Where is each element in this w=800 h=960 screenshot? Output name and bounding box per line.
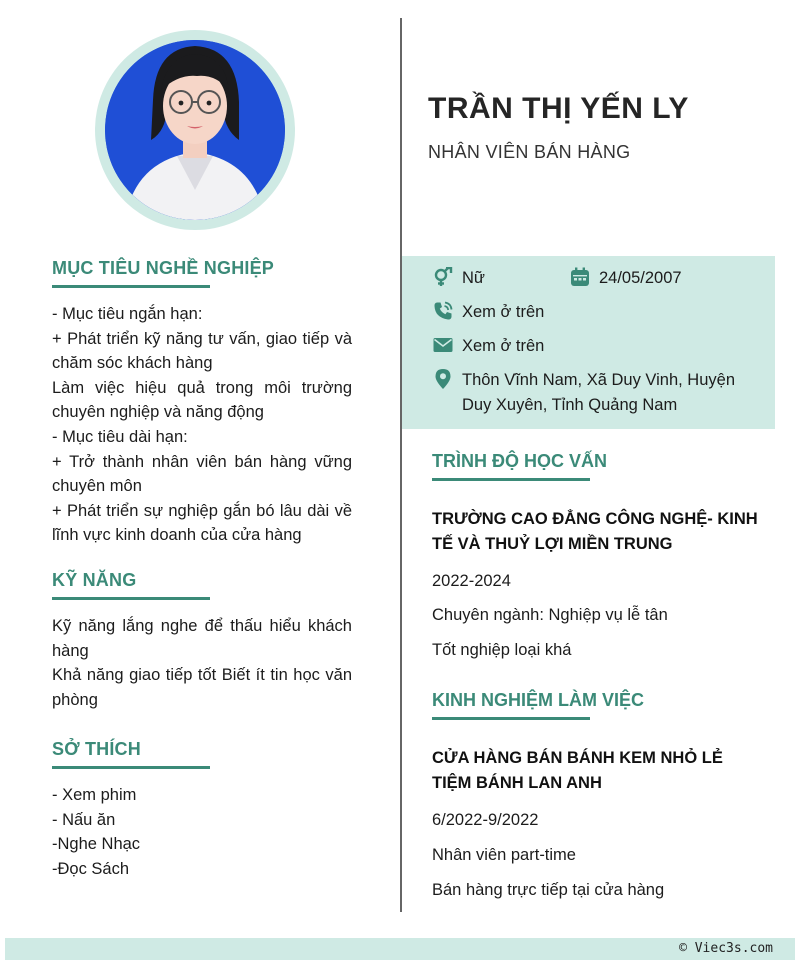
hobby-item: -Nghe Nhạc [52,835,141,854]
education-major: Chuyên ngành: Nghiệp vụ lễ tân [432,606,668,624]
location-icon [432,368,454,390]
education-underline [432,478,590,481]
skill-item: Kỹ năng lắng nghe để thấu hiểu khách hàng [52,617,352,660]
footer-credit[interactable]: © Viec3s.com [679,941,773,956]
education-result: Tốt nghiệp loại khá [432,641,572,659]
candidate-position: NHÂN VIÊN BÁN HÀNG [428,142,631,162]
phone-icon [432,300,454,322]
skills-section [52,570,352,712]
objective-line: + Trở thành nhân viên bán hàng vững chuyên môn [52,452,352,496]
objective-title: MỤC TIÊU NGHỀ NGHIỆP [52,258,275,278]
contact-panel [402,256,775,429]
objective-line: - Mục tiêu dài hạn: [52,427,188,446]
birthdate-row [569,266,682,291]
email-row [432,334,544,359]
email-value[interactable]: Xem ở trên [462,337,545,355]
experience-description: Bán hàng trực tiếp tại cửa hàng [432,881,665,899]
address-value: Thôn Vĩnh Nam, Xã Duy Vinh, Huyện Duy Xuyên, Tỉnh Quảng Nam [462,371,736,414]
skills-title: KỸ NĂNG [52,570,137,590]
candidate-name: TRẦN THỊ YẾN LY [428,92,689,125]
avatar [105,40,285,220]
calendar-icon [569,266,591,288]
gender-value: Nữ [462,269,485,287]
objective-line: - Mục tiêu ngắn hạn: [52,305,203,323]
objective-section [52,258,352,548]
phone-value[interactable]: Xem ở trên [462,303,545,321]
experience-period: 6/2022-9/2022 [432,811,539,829]
address-row [432,368,752,417]
phone-row [432,300,544,325]
hobby-item: - Xem phim [52,786,137,804]
hobbies-title: SỞ THÍCH [52,739,141,759]
skill-item: Khả năng giao tiếp tốt Biết ít tin học văn phòng [52,666,352,709]
objective-line: + Phát triển kỹ năng tư vấn, giao tiếp và chăm sóc khách hàng [52,329,352,373]
skills-underline [52,597,210,600]
objective-line: Làm việc hiệu quả trong môi trường chuyên nghiệp và năng động [52,378,352,422]
objective-underline [52,285,210,288]
hobbies-underline [52,766,210,769]
education-period: 2022-2024 [432,572,511,590]
gender-row [432,266,485,291]
email-icon [432,334,454,356]
hobby-item: -Đọc Sách [52,859,130,878]
hobbies-section [52,739,352,881]
experience-title: KINH NGHIỆM LÀM VIỆC [432,690,645,710]
column-divider [400,18,402,912]
birthdate-value: 24/05/2007 [599,269,682,287]
school-name: TRƯỜNG CAO ĐẲNG CÔNG NGHỆ- KINH TẾ VÀ THUỶ LỢI MIỀN TRUNG [432,510,758,553]
education-title: TRÌNH ĐỘ HỌC VẤN [432,451,607,471]
experience-underline [432,717,590,720]
company-name: CỬA HÀNG BÁN BÁNH KEM NHỎ LẺ TIỆM BÁNH LAN ANH [432,749,723,792]
footer-bar [5,938,795,960]
experience-role: Nhân viên part-time [432,846,576,864]
objective-line: + Phát triển sự nghiệp gắn bó lâu dài về lĩnh vực kinh doanh của cửa hàng [52,501,352,545]
objective-text [52,302,352,548]
experience-section [432,690,762,902]
hobby-item: - Nấu ăn [52,810,116,829]
gender-icon [432,266,454,288]
education-section [432,451,762,662]
